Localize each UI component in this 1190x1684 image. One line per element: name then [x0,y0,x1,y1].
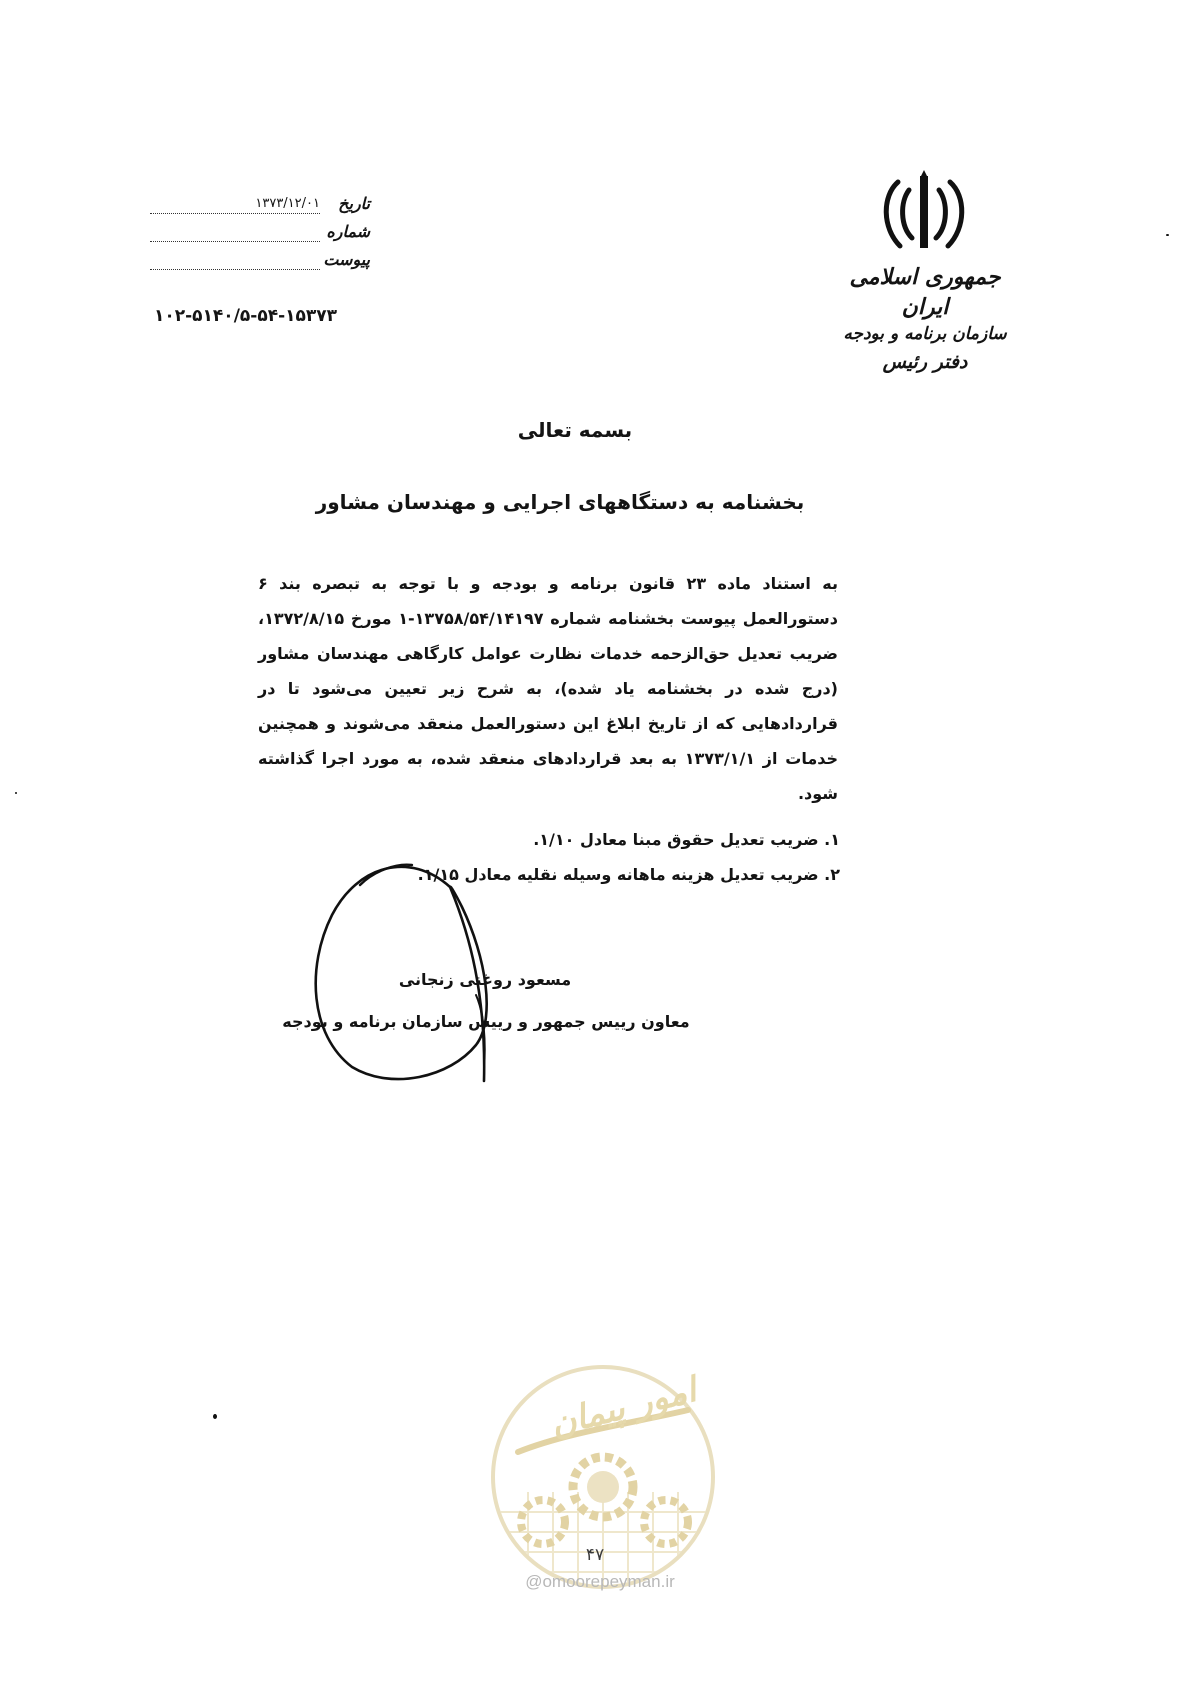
scan-speck [213,1414,217,1419]
organization-header [830,262,1020,376]
basmala-heading: بسمه تعالی [517,418,633,442]
org-office: دفتر رئیس [882,351,968,373]
date-label: تاریخ [338,194,370,213]
page-number: ۴۷ [585,1545,605,1565]
watermark-brand-text: امور پیمان [546,1369,701,1445]
letter-number: ۱۰۲-۵۱۴۰/۵-۵۴-۱۵۳۷۳ [154,306,338,326]
number-label: شماره [326,222,370,241]
body-paragraph: به استناد ماده ۲۳ قانون برنامه و بودجه و با توجه به تبصره بند ۶ دستورالعمل پیوست بخشنامه شماره ۱۳۷۵۸/۵۴/۱۴۱۹۷-۱ مورخ ۱۳۷۲/۸/۱۵، ضریب تعدیل حق‌الزحمه خدمات نظارت عوامل کارگاهی مهندسان مشاور (درج شده در بخشنامه یاد شده)، به شرح زیر تعیین می‌شود تا در قراردادهایی که از تاریخ ابلاغ این دستورالعمل منعقد می‌شوند و همچنین خدمات از ۱۳۷۳/۱/۱ به بعد قراردادهای منعقد شده، به مورد اجرا گذاشته شود. [258,574,839,803]
signatory-name: مسعود روغنی زنجانی [398,970,572,989]
letter-meta [150,194,370,278]
list-item: ۲. ضریب تعدیل هزینه ماهانه وسیله نقلیه معادل ۱/۱۵. [417,865,840,884]
org-name: سازمان برنامه و بودجه [843,324,1007,344]
handwritten-signature [300,845,540,1085]
scan-speck [15,792,17,794]
national-emblem-icon [868,168,980,254]
attachment-label: پیوست [323,250,370,269]
attachment-row [150,250,370,278]
date-value: ۱۳۷۳/۱۲/۰۱ [150,196,320,214]
number-row [150,222,370,250]
signatory-title: معاون رییس جمهور و رییس سازمان برنامه و بودجه [282,1012,690,1031]
date-row [150,194,370,222]
scan-speck [1166,234,1169,236]
document-title: بخشنامه به دستگاههای اجرایی و مهندسان مشاور [315,490,805,514]
org-country: جمهوری اسلامی ایران [849,264,1001,320]
list-item: ۱. ضریب تعدیل حقوق مبنا معادل ۱/۱۰. [533,830,840,849]
number-value [150,224,320,242]
website-url: @omoorepeyman.ir [525,1572,675,1591]
attachment-value [150,252,320,270]
